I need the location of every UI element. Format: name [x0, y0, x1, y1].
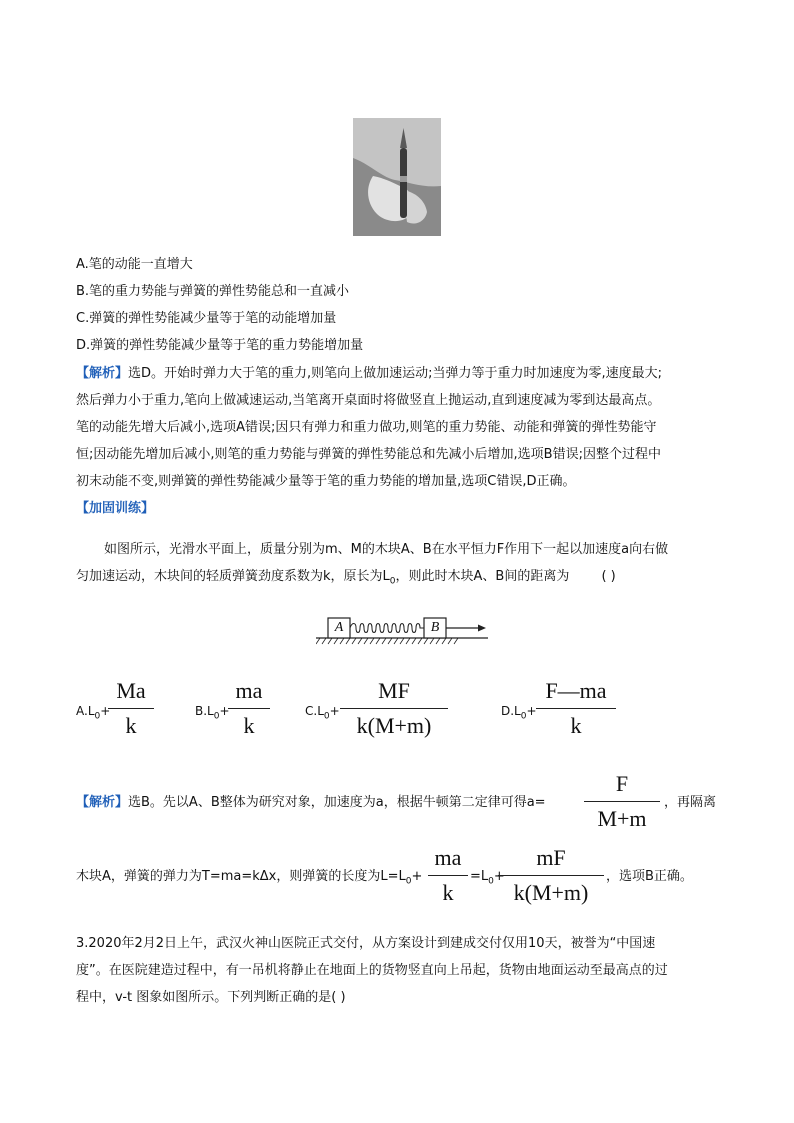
analysis-2-line-1: 【解析】选B。先以A、B整体为研究对象，加速度为a，根据牛顿第二定律可得a= [76, 795, 546, 810]
analysis-2-line-2-tail: ，选项B正确。 [606, 869, 693, 884]
fraction-f-over-m-plus-m: F M+m [584, 770, 660, 833]
analysis-2-line-2: 木块A，弹簧的弹力为T=ma=kΔx，则弹簧的长度为$L=L_0+$ [76, 869, 423, 887]
block-a-label: A [334, 620, 344, 635]
block-b-label: B [430, 620, 440, 635]
option-d: D.弹簧的弹性势能减少量等于笔的重力势能增加量 [76, 338, 364, 353]
analysis-2-mid: $=L_0+$ [470, 869, 505, 887]
choice-b-prefix: $B.L_0+$ [195, 704, 230, 722]
analysis-2-line-1-tail: ，再隔离 [664, 795, 717, 810]
analysis-2-tag: 【解析】 [76, 795, 129, 810]
blocks-spring-figure [316, 614, 488, 650]
analysis-1-line-4: 恒;因动能先增加后减小,则笔的重力势能与弹簧的弹性势能总和先减小后增加,选项B错误;因整个过程中 [76, 447, 661, 462]
option-c: C.弹簧的弹性势能减少量等于笔的动能增加量 [76, 311, 337, 326]
answer-blank: ( ) [601, 569, 616, 584]
choice-c-fraction: MF k(M+m) [340, 677, 448, 740]
choice-d-prefix: $D.L_0+$ [501, 704, 537, 722]
analysis-1-line-2: 然后弹力小于重力,笔向上做减速运动,当笔离开桌面时将做竖直上抛运动,直到速度减为零到达最高点。 [76, 393, 661, 408]
question-2-line-2: 匀加速运动，木块间的轻质弹簧劲度系数为k，原长为$L_0$，则此时木块A、B间的距离为 ( ) [76, 569, 616, 587]
analysis-1-line-1: 【解析】选D。开始时弹力大于笔的重力,则笔向上做加速运动;当弹力等于重力时加速度为零,速度最大; [76, 366, 663, 381]
analysis-1-line-5: 初末动能不变,则弹簧的弹性势能减少量等于笔的重力势能的增加量,选项C错误,D正确。 [76, 474, 576, 489]
analysis-1-line-3: 笔的动能先增大后减小,选项A错误;因只有弹力和重力做功,则笔的重力势能、动能和弹簧的弹性势能守 [76, 420, 657, 435]
fraction-mf-over-k: mF k(M+m) [498, 844, 604, 907]
choice-a-fraction: Ma k [108, 677, 154, 740]
option-a: A.笔的动能一直增大 [76, 257, 193, 272]
question-3-line-1: 3.2020年2月2日上午，武汉火神山医院正式交付，从方案设计到建成交付仅用10天，被誉为“中国速 [76, 936, 656, 951]
training-tag: 【加固训练】 [76, 501, 155, 516]
choice-c-prefix: $C.L_0+$ [305, 704, 340, 722]
question-3-line-2: 度”。在医院建造过程中，有一吊机将静止在地面上的货物竖直向上吊起，货物由地面运动至最高点的过 [76, 963, 668, 978]
choice-a-prefix: $A.L_0+$ [76, 704, 111, 722]
analysis-tag: 【解析】 [76, 366, 129, 381]
option-b: B.笔的重力势能与弹簧的弹性势能总和一直减小 [76, 284, 350, 299]
question-2-line-1: 如图所示，光滑水平面上，质量分别为m、M的木块A、B在水平恒力F作用下一起以加速度a向右做 [104, 542, 669, 557]
choice-b-fraction: ma k [228, 677, 270, 740]
fraction-ma-over-k: ma k [428, 844, 468, 907]
pen-hand-photo [353, 118, 441, 236]
choice-d-fraction: F—ma k [536, 677, 616, 740]
question-3-line-3: 程中，v-t 图象如图所示。下列判断正确的是( ) [76, 990, 346, 1005]
